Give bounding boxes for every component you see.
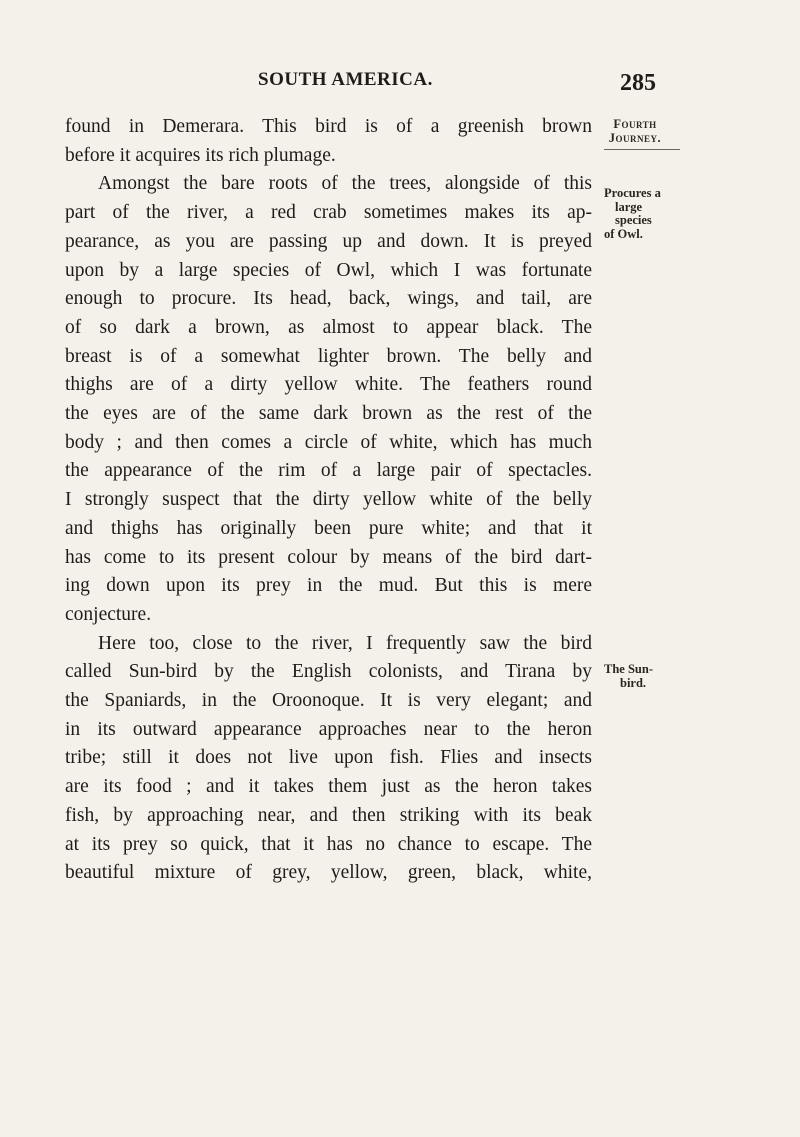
marginal-note-fourth-journey — [604, 118, 666, 145]
text-line: upon by a large species of Owl, which I was fortunate — [65, 259, 592, 281]
body-text — [65, 113, 592, 888]
text-line: called Sun-bird by the English colonists, and Tirana by — [65, 661, 592, 683]
text-line: enough to procure. Its head, back, wings, and tail, are — [65, 288, 592, 310]
text-line: the appearance of the rim of a large pair of spectacles. — [65, 460, 592, 482]
text-line: Here too, close to the river, I frequently saw the bird — [98, 632, 592, 654]
marginal-rule — [604, 149, 680, 150]
marginal-note-line: Journey. — [608, 130, 662, 145]
text-line: the Spaniards, in the Oroonoque. It is very elegant; and — [65, 690, 592, 712]
text-line: breast is of a somewhat lighter brown. The belly and — [65, 345, 592, 367]
text-line: in its outward appearance approaches near to the heron — [65, 718, 592, 740]
marginal-note-line: of Owl. — [604, 226, 643, 241]
text-line: the eyes are of the same dark brown as the rest of the — [65, 403, 592, 425]
text-line: has come to its present colour by means of the bird dart- — [65, 546, 592, 568]
text-line: tribe; still it does not live upon fish. Flies and insects — [65, 747, 592, 769]
text-line: conjecture. — [65, 603, 152, 625]
text-line: Amongst the bare roots of the trees, alongside of this — [98, 173, 592, 195]
text-line: of so dark a brown, as almost to appear black. The — [65, 316, 592, 338]
text-line: at its prey so quick, that it has no chance to escape. The — [65, 833, 592, 855]
marginal-note-line: Procures a — [604, 186, 661, 200]
marginal-note-sun-bird — [604, 663, 670, 690]
marginal-note-owl — [604, 187, 676, 241]
marginal-note-line: large species — [615, 199, 652, 227]
text-line: thighs are of a dirty yellow white. The feathers round — [65, 374, 592, 396]
marginal-note-line: Fourth — [613, 117, 657, 131]
page-number: 285 — [620, 70, 656, 96]
text-line: part of the river, a red crab sometimes makes its ap- — [65, 202, 592, 224]
marginal-note-line: The Sun- — [604, 662, 653, 676]
running-head: SOUTH AMERICA. — [258, 69, 433, 90]
text-line: found in Demerara. This bird is of a greenish brown — [65, 116, 592, 137]
marginal-note-line: bird. — [620, 675, 647, 690]
text-line: I strongly suspect that the dirty yellow white of the belly — [65, 489, 592, 511]
text-line: are its food ; and it takes them just as the heron takes — [65, 776, 592, 798]
text-line: ing down upon its prey in the mud. But this is mere — [65, 575, 592, 597]
text-line: and thighs has originally been pure white; and that it — [65, 517, 592, 539]
text-line: before it acquires its rich plumage. — [65, 144, 336, 166]
text-line: beautiful mixture of grey, yellow, green, black, white, — [65, 862, 592, 884]
text-line: fish, by approaching near, and then striking with its beak — [65, 804, 592, 826]
text-line: pearance, as you are passing up and down. It is preyed — [65, 230, 592, 252]
text-line: body ; and then comes a circle of white, which has much — [65, 431, 592, 453]
